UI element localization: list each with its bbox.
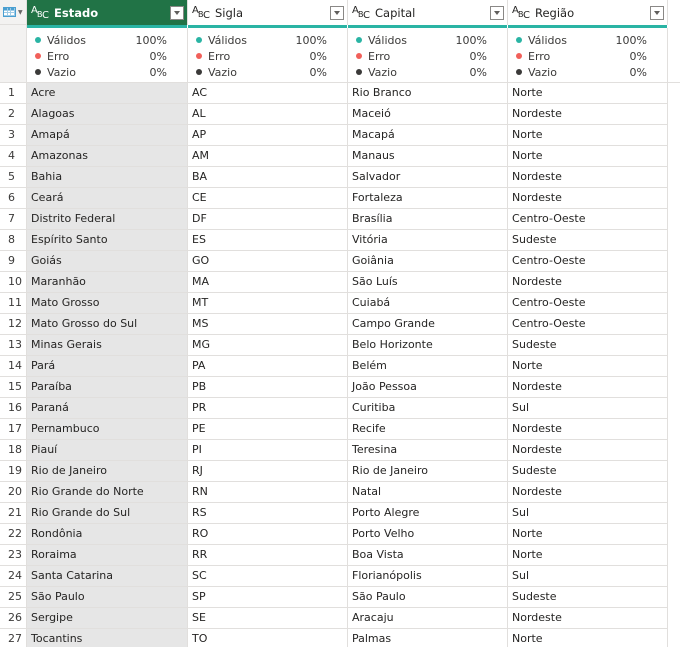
row-number[interactable]: 25 bbox=[0, 587, 27, 608]
filter-dropdown-button[interactable] bbox=[650, 6, 664, 20]
cell-regiao[interactable]: Sudeste bbox=[508, 230, 668, 251]
column-header-capital[interactable] bbox=[348, 0, 508, 25]
table-row bbox=[0, 104, 680, 125]
cell-regiao[interactable]: Sul bbox=[508, 398, 668, 419]
cell-estado[interactable]: Piauí bbox=[27, 440, 188, 461]
cell-sigla[interactable]: TO bbox=[188, 629, 348, 647]
table-row bbox=[0, 356, 680, 377]
row-number[interactable]: 3 bbox=[0, 125, 27, 146]
table-body bbox=[0, 83, 680, 647]
cell-regiao[interactable]: Sudeste bbox=[508, 461, 668, 482]
row-number[interactable]: 5 bbox=[0, 167, 27, 188]
cell-regiao[interactable]: Norte bbox=[508, 146, 668, 167]
stat-label: Erro bbox=[208, 49, 231, 63]
stat-valid bbox=[356, 32, 487, 48]
cell-sigla[interactable]: GO bbox=[188, 251, 348, 272]
table-row bbox=[0, 482, 680, 503]
cell-capital[interactable]: Campo Grande bbox=[348, 314, 508, 335]
cell-sigla[interactable]: RN bbox=[188, 482, 348, 503]
cell-capital[interactable]: Cuiabá bbox=[348, 293, 508, 314]
stat-value: 0% bbox=[149, 65, 167, 79]
stat-label: Válidos bbox=[208, 33, 247, 47]
cell-sigla[interactable]: AP bbox=[188, 125, 348, 146]
text-type-icon[interactable]: A B C bbox=[31, 4, 49, 21]
cell-capital[interactable]: Rio de Janeiro bbox=[348, 461, 508, 482]
stat-value: 0% bbox=[469, 49, 487, 63]
row-number[interactable]: 26 bbox=[0, 608, 27, 629]
cell-regiao[interactable]: Nordeste bbox=[508, 482, 668, 503]
cell-estado[interactable]: Rio de Janeiro bbox=[27, 461, 188, 482]
stat-empty bbox=[356, 64, 487, 80]
cell-estado[interactable]: Maranhão bbox=[27, 272, 188, 293]
cell-regiao[interactable]: Sul bbox=[508, 503, 668, 524]
cell-regiao[interactable]: Centro-Oeste bbox=[508, 209, 668, 230]
column-name: Região bbox=[535, 5, 575, 20]
cell-estado[interactable]: Rio Grande do Sul bbox=[27, 503, 188, 524]
table-row bbox=[0, 83, 680, 104]
table-row bbox=[0, 377, 680, 398]
cell-sigla[interactable]: RS bbox=[188, 503, 348, 524]
cell-capital[interactable]: Fortaleza bbox=[348, 188, 508, 209]
column-quality-stats bbox=[27, 28, 188, 82]
cell-estado[interactable]: Pará bbox=[27, 356, 188, 377]
cell-sigla[interactable]: PE bbox=[188, 419, 348, 440]
stat-error bbox=[196, 48, 327, 64]
cell-estado[interactable]: Amazonas bbox=[27, 146, 188, 167]
cell-sigla[interactable]: SP bbox=[188, 587, 348, 608]
stat-label: Erro bbox=[368, 49, 391, 63]
cell-regiao[interactable]: Sudeste bbox=[508, 587, 668, 608]
column-header-estado[interactable] bbox=[27, 0, 188, 25]
chevron-down-icon bbox=[174, 11, 180, 15]
table-icon bbox=[3, 7, 16, 17]
cell-estado[interactable]: Espírito Santo bbox=[27, 230, 188, 251]
cell-capital[interactable]: Salvador bbox=[348, 167, 508, 188]
cell-regiao[interactable]: Norte bbox=[508, 356, 668, 377]
stat-error bbox=[516, 48, 647, 64]
row-number[interactable]: 27 bbox=[0, 629, 27, 647]
cell-capital[interactable]: Belo Horizonte bbox=[348, 335, 508, 356]
stat-error bbox=[356, 48, 487, 64]
cell-regiao[interactable]: Sul bbox=[508, 566, 668, 587]
row-number[interactable]: 14 bbox=[0, 356, 27, 377]
stat-valid bbox=[196, 32, 327, 48]
cell-capital[interactable]: Porto Velho bbox=[348, 524, 508, 545]
cell-estado[interactable]: Acre bbox=[27, 83, 188, 104]
row-number[interactable]: 23 bbox=[0, 545, 27, 566]
cell-capital[interactable]: São Paulo bbox=[348, 587, 508, 608]
status-dot-icon bbox=[35, 53, 41, 59]
table-row bbox=[0, 314, 680, 335]
status-dot-icon bbox=[516, 69, 522, 75]
cell-estado[interactable]: Bahia bbox=[27, 167, 188, 188]
column-header-sigla[interactable] bbox=[188, 0, 348, 25]
stat-label: Válidos bbox=[528, 33, 567, 47]
cell-regiao[interactable]: Nordeste bbox=[508, 419, 668, 440]
cell-capital[interactable]: Brasília bbox=[348, 209, 508, 230]
status-dot-icon bbox=[356, 37, 362, 43]
cell-regiao[interactable]: Sudeste bbox=[508, 335, 668, 356]
table-row bbox=[0, 461, 680, 482]
row-number[interactable]: 7 bbox=[0, 209, 27, 230]
row-number[interactable]: 22 bbox=[0, 524, 27, 545]
table-row bbox=[0, 125, 680, 146]
cell-capital[interactable]: Aracaju bbox=[348, 608, 508, 629]
column-name: Sigla bbox=[215, 5, 244, 20]
cell-capital[interactable]: Rio Branco bbox=[348, 83, 508, 104]
cell-sigla[interactable]: SE bbox=[188, 608, 348, 629]
cell-capital[interactable]: Palmas bbox=[348, 629, 508, 647]
stat-label: Vazio bbox=[528, 65, 557, 79]
cell-estado[interactable]: Paraná bbox=[27, 398, 188, 419]
cell-sigla[interactable]: AC bbox=[188, 83, 348, 104]
cell-estado[interactable]: Minas Gerais bbox=[27, 335, 188, 356]
cell-regiao[interactable]: Nordeste bbox=[508, 167, 668, 188]
row-number[interactable]: 11 bbox=[0, 293, 27, 314]
cell-sigla[interactable]: ES bbox=[188, 230, 348, 251]
row-number[interactable]: 2 bbox=[0, 104, 27, 125]
text-type-icon[interactable]: A B C bbox=[352, 4, 370, 21]
row-number[interactable]: 17 bbox=[0, 419, 27, 440]
filter-dropdown-button[interactable] bbox=[170, 6, 184, 20]
table-row bbox=[0, 335, 680, 356]
cell-capital[interactable]: Manaus bbox=[348, 146, 508, 167]
cell-estado[interactable]: Sergipe bbox=[27, 608, 188, 629]
column-header-regiao[interactable] bbox=[508, 0, 668, 25]
stat-value: 100% bbox=[455, 33, 487, 47]
stat-value: 0% bbox=[309, 49, 327, 63]
row-number[interactable]: 13 bbox=[0, 335, 27, 356]
stat-valid bbox=[516, 32, 647, 48]
stat-label: Erro bbox=[47, 49, 70, 63]
row-number[interactable]: 12 bbox=[0, 314, 27, 335]
cell-regiao[interactable]: Norte bbox=[508, 629, 668, 647]
cell-capital[interactable]: Porto Alegre bbox=[348, 503, 508, 524]
cell-sigla[interactable]: PA bbox=[188, 356, 348, 377]
cell-capital[interactable]: Curitiba bbox=[348, 398, 508, 419]
cell-estado[interactable]: Distrito Federal bbox=[27, 209, 188, 230]
cell-regiao[interactable]: Norte bbox=[508, 524, 668, 545]
header-row bbox=[0, 0, 680, 25]
text-type-icon[interactable]: A B C bbox=[192, 4, 210, 21]
cell-regiao[interactable]: Norte bbox=[508, 545, 668, 566]
cell-estado[interactable]: Tocantins bbox=[27, 629, 188, 647]
cell-sigla[interactable]: AM bbox=[188, 146, 348, 167]
text-type-icon[interactable]: A B C bbox=[512, 4, 530, 21]
cell-sigla[interactable]: RO bbox=[188, 524, 348, 545]
row-number[interactable]: 24 bbox=[0, 566, 27, 587]
status-dot-icon bbox=[35, 37, 41, 43]
cell-sigla[interactable]: MT bbox=[188, 293, 348, 314]
cell-regiao[interactable]: Nordeste bbox=[508, 104, 668, 125]
column-quality-stats bbox=[348, 28, 508, 82]
cell-regiao[interactable]: Nordeste bbox=[508, 377, 668, 398]
row-number[interactable]: 18 bbox=[0, 440, 27, 461]
status-dot-icon bbox=[356, 53, 362, 59]
cell-regiao[interactable]: Nordeste bbox=[508, 440, 668, 461]
cell-estado[interactable]: Alagoas bbox=[27, 104, 188, 125]
stat-value: 0% bbox=[149, 49, 167, 63]
column-name: Capital bbox=[375, 5, 416, 20]
stat-label: Válidos bbox=[47, 33, 86, 47]
table-row bbox=[0, 419, 680, 440]
status-dot-icon bbox=[516, 37, 522, 43]
row-number[interactable]: 20 bbox=[0, 482, 27, 503]
table-row bbox=[0, 251, 680, 272]
stat-value: 0% bbox=[629, 65, 647, 79]
cell-capital[interactable]: Goiânia bbox=[348, 251, 508, 272]
stat-value: 100% bbox=[615, 33, 647, 47]
chevron-down-icon bbox=[654, 11, 660, 15]
row-number[interactable]: 8 bbox=[0, 230, 27, 251]
cell-capital[interactable]: Macapá bbox=[348, 125, 508, 146]
cell-sigla[interactable]: MA bbox=[188, 272, 348, 293]
stat-value: 100% bbox=[135, 33, 167, 47]
cell-sigla[interactable]: MS bbox=[188, 314, 348, 335]
cell-sigla[interactable]: PI bbox=[188, 440, 348, 461]
cell-regiao[interactable]: Centro-Oeste bbox=[508, 293, 668, 314]
cell-sigla[interactable]: RJ bbox=[188, 461, 348, 482]
row-number[interactable]: 21 bbox=[0, 503, 27, 524]
caret-down-icon: ▼ bbox=[18, 8, 23, 16]
stat-label: Vazio bbox=[208, 65, 237, 79]
status-dot-icon bbox=[196, 37, 202, 43]
cell-estado[interactable]: Pernambuco bbox=[27, 419, 188, 440]
status-dot-icon bbox=[35, 69, 41, 75]
cell-regiao[interactable]: Centro-Oeste bbox=[508, 251, 668, 272]
cell-sigla[interactable]: CE bbox=[188, 188, 348, 209]
cell-sigla[interactable]: RR bbox=[188, 545, 348, 566]
cell-regiao[interactable]: Centro-Oeste bbox=[508, 314, 668, 335]
cell-capital[interactable]: Recife bbox=[348, 419, 508, 440]
cell-regiao[interactable]: Nordeste bbox=[508, 272, 668, 293]
stat-label: Vazio bbox=[368, 65, 397, 79]
table-row bbox=[0, 566, 680, 587]
cell-capital[interactable]: São Luís bbox=[348, 272, 508, 293]
stat-value: 0% bbox=[309, 65, 327, 79]
cell-estado[interactable]: Goiás bbox=[27, 251, 188, 272]
table-row bbox=[0, 545, 680, 566]
cell-estado[interactable]: Rondônia bbox=[27, 524, 188, 545]
cell-capital[interactable]: João Pessoa bbox=[348, 377, 508, 398]
stat-value: 100% bbox=[295, 33, 327, 47]
table-row bbox=[0, 524, 680, 545]
stat-label: Erro bbox=[528, 49, 551, 63]
chevron-down-icon bbox=[334, 11, 340, 15]
row-number[interactable]: 15 bbox=[0, 377, 27, 398]
cell-sigla[interactable]: BA bbox=[188, 167, 348, 188]
cell-estado[interactable]: Mato Grosso bbox=[27, 293, 188, 314]
column-quality-stats bbox=[188, 28, 348, 82]
status-dot-icon bbox=[196, 53, 202, 59]
column-quality-stats bbox=[508, 28, 668, 82]
cell-capital[interactable]: Maceió bbox=[348, 104, 508, 125]
cell-regiao[interactable]: Norte bbox=[508, 125, 668, 146]
cell-regiao[interactable]: Nordeste bbox=[508, 608, 668, 629]
cell-estado[interactable]: Amapá bbox=[27, 125, 188, 146]
cell-capital[interactable]: Florianópolis bbox=[348, 566, 508, 587]
row-number[interactable]: 19 bbox=[0, 461, 27, 482]
table-row bbox=[0, 167, 680, 188]
row-number[interactable]: 16 bbox=[0, 398, 27, 419]
cell-capital[interactable]: Vitória bbox=[348, 230, 508, 251]
stat-error bbox=[35, 48, 167, 64]
row-number[interactable]: 1 bbox=[0, 83, 27, 104]
cell-estado[interactable]: Santa Catarina bbox=[27, 566, 188, 587]
stat-label: Vazio bbox=[47, 65, 76, 79]
cell-estado[interactable]: Rio Grande do Norte bbox=[27, 482, 188, 503]
table-row bbox=[0, 188, 680, 209]
status-dot-icon bbox=[516, 53, 522, 59]
cell-estado[interactable]: São Paulo bbox=[27, 587, 188, 608]
cell-capital[interactable]: Boa Vista bbox=[348, 545, 508, 566]
filter-dropdown-button[interactable] bbox=[490, 6, 504, 20]
cell-sigla[interactable]: SC bbox=[188, 566, 348, 587]
table-row bbox=[0, 146, 680, 167]
stat-empty bbox=[516, 64, 647, 80]
row-number[interactable]: 10 bbox=[0, 272, 27, 293]
table-row bbox=[0, 608, 680, 629]
status-dot-icon bbox=[196, 69, 202, 75]
row-number[interactable]: 4 bbox=[0, 146, 27, 167]
table-row bbox=[0, 230, 680, 251]
stat-label: Válidos bbox=[368, 33, 407, 47]
table-menu-button[interactable] bbox=[0, 0, 27, 25]
cell-regiao[interactable]: Norte bbox=[508, 83, 668, 104]
stat-empty bbox=[35, 64, 167, 80]
table-row bbox=[0, 398, 680, 419]
table-row bbox=[0, 587, 680, 608]
column-quality-row bbox=[0, 28, 680, 83]
cell-sigla[interactable]: DF bbox=[188, 209, 348, 230]
status-dot-icon bbox=[356, 69, 362, 75]
cell-sigla[interactable]: PB bbox=[188, 377, 348, 398]
table-row bbox=[0, 629, 680, 647]
cell-sigla[interactable]: PR bbox=[188, 398, 348, 419]
cell-capital[interactable]: Teresina bbox=[348, 440, 508, 461]
filter-dropdown-button[interactable] bbox=[330, 6, 344, 20]
cell-estado[interactable]: Roraima bbox=[27, 545, 188, 566]
row-number[interactable]: 9 bbox=[0, 251, 27, 272]
table-row bbox=[0, 440, 680, 461]
column-name: Estado bbox=[54, 5, 99, 20]
table-row bbox=[0, 293, 680, 314]
cell-sigla[interactable]: AL bbox=[188, 104, 348, 125]
cell-capital[interactable]: Natal bbox=[348, 482, 508, 503]
table-row bbox=[0, 503, 680, 524]
stat-empty bbox=[196, 64, 327, 80]
cell-capital[interactable]: Belém bbox=[348, 356, 508, 377]
cell-estado[interactable]: Ceará bbox=[27, 188, 188, 209]
table-row bbox=[0, 272, 680, 293]
stat-value: 0% bbox=[629, 49, 647, 63]
cell-sigla[interactable]: MG bbox=[188, 335, 348, 356]
cell-estado[interactable]: Mato Grosso do Sul bbox=[27, 314, 188, 335]
stat-value: 0% bbox=[469, 65, 487, 79]
row-number[interactable]: 6 bbox=[0, 188, 27, 209]
table-row bbox=[0, 209, 680, 230]
stat-valid bbox=[35, 32, 167, 48]
cell-regiao[interactable]: Nordeste bbox=[508, 188, 668, 209]
cell-estado[interactable]: Paraíba bbox=[27, 377, 188, 398]
chevron-down-icon bbox=[494, 11, 500, 15]
